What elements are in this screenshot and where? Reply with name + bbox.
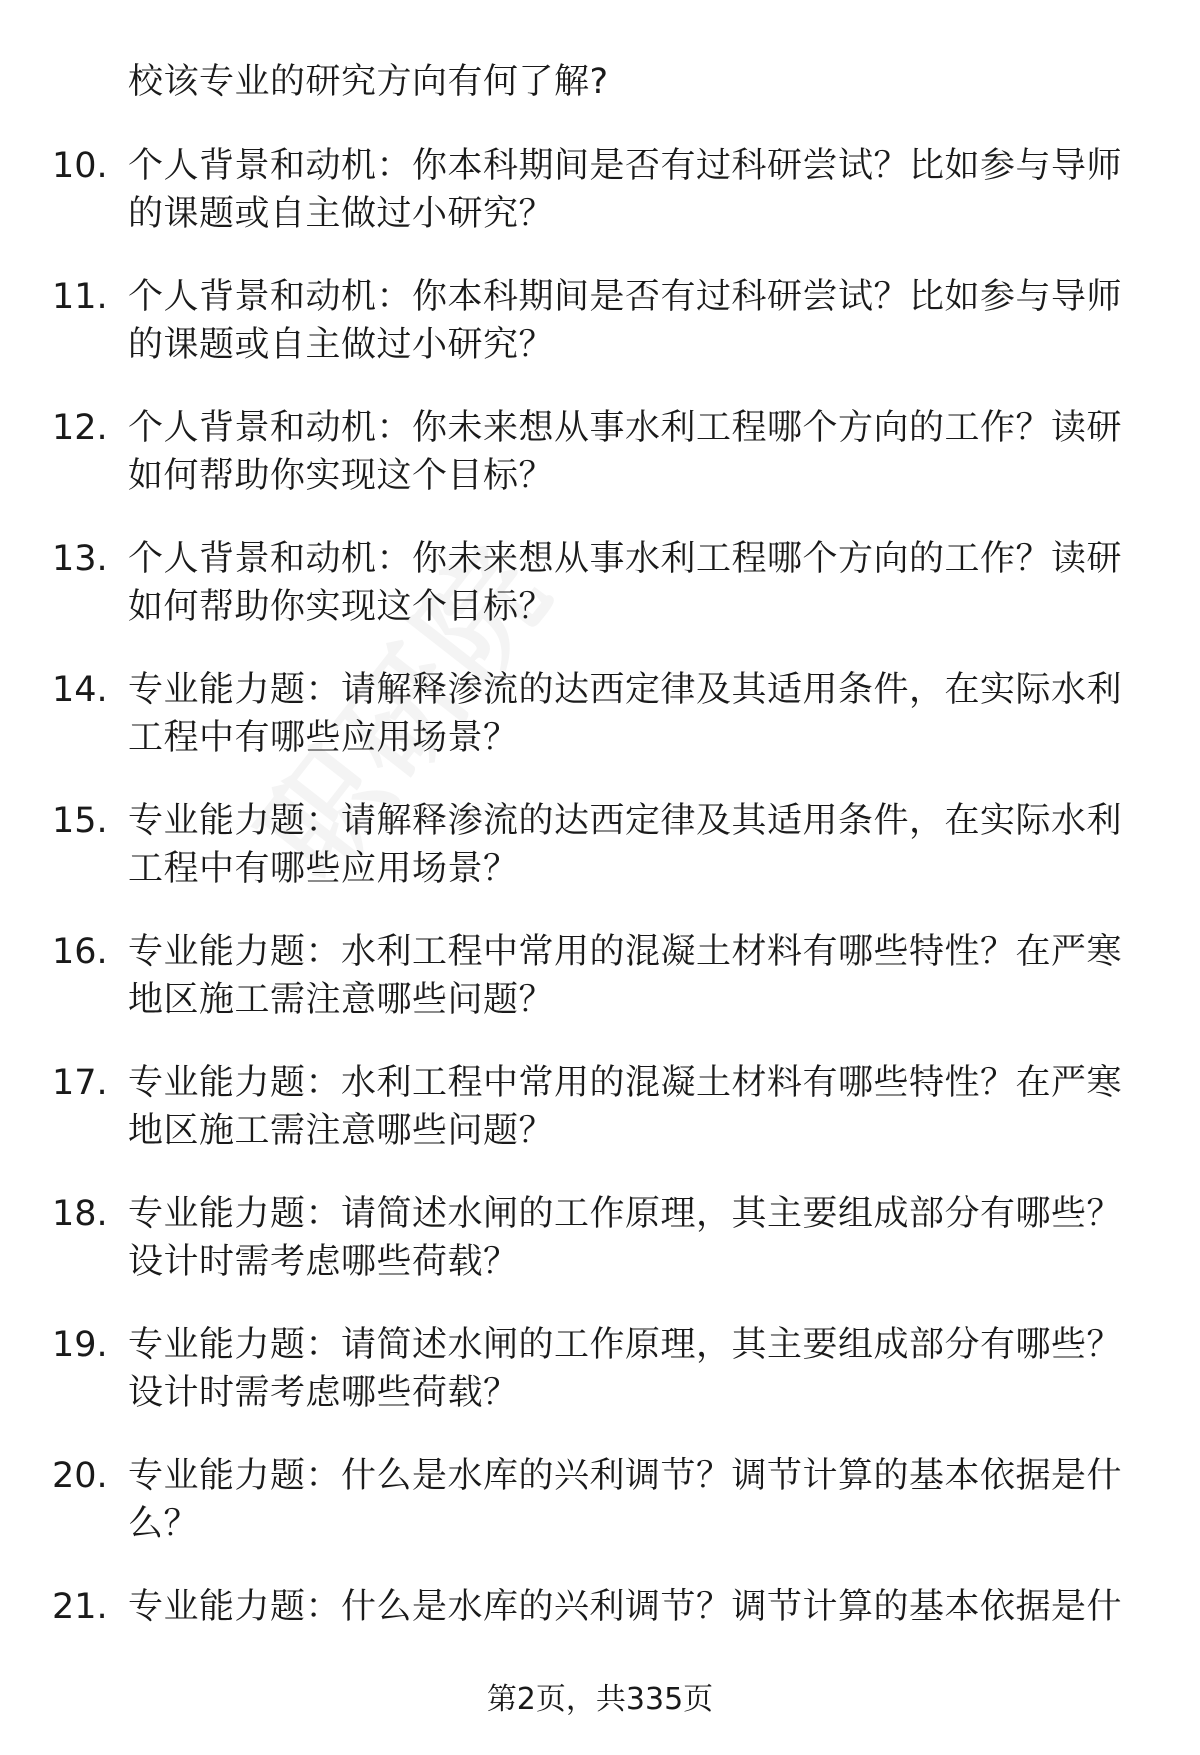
question-number: 10. [52,146,108,186]
question-text: 专业能力题：什么是水库的兴利调节？调节计算的基本依据是什么？ [128,1456,1123,1544]
question-number: 19. [52,1325,108,1365]
question-text: 个人背景和动机：你未来想从事水利工程哪个方向的工作？读研如何帮助你实现这个目标？ [128,408,1123,496]
continued-question-text: 校该专业的研究方向有何了解? [128,62,609,102]
question-text: 专业能力题：水利工程中常用的混凝土材料有哪些特性？在严寒地区施工需注意哪些问题？ [128,932,1123,1020]
question-item [0,666,1200,797]
question-item [0,1321,1200,1452]
question-number: 15. [52,801,108,841]
question-number: 13. [52,539,108,579]
question-number: 12. [52,408,108,448]
question-list [0,142,1200,1714]
question-text: 专业能力题：什么是水库的兴利调节？调节计算的基本依据是什 [128,1587,1123,1627]
page-footer: 第2页，共335页 [486,1682,714,1717]
question-text: 专业能力题：水利工程中常用的混凝土材料有哪些特性？在严寒地区施工需注意哪些问题？ [128,1063,1123,1151]
question-item [0,404,1200,535]
question-number: 21. [52,1587,108,1627]
question-text: 个人背景和动机：你本科期间是否有过科研尝试？比如参与导师的课题或自主做过小研究？ [128,146,1123,234]
question-number: 18. [52,1194,108,1234]
question-number: 14. [52,670,108,710]
question-text: 专业能力题：请解释渗流的达西定律及其适用条件，在实际水利工程中有哪些应用场景？ [128,670,1123,758]
question-text: 个人背景和动机：你本科期间是否有过科研尝试？比如参与导师的课题或自主做过小研究？ [128,277,1123,365]
question-number: 20. [52,1456,108,1496]
question-item [0,797,1200,928]
question-item [0,273,1200,404]
question-number: 16. [52,932,108,972]
question-item [0,142,1200,273]
question-number: 17. [52,1063,108,1103]
question-text: 专业能力题：请简述水闸的工作原理，其主要组成部分有哪些？设计时需考虑哪些荷载？ [128,1325,1123,1413]
question-item [0,1452,1200,1583]
question-text: 专业能力题：请简述水闸的工作原理，其主要组成部分有哪些？设计时需考虑哪些荷载？ [128,1194,1123,1282]
question-item [0,1059,1200,1190]
question-item [0,535,1200,666]
question-item [0,928,1200,1059]
question-text: 专业能力题：请解释渗流的达西定律及其适用条件，在实际水利工程中有哪些应用场景？ [128,801,1123,889]
question-text: 个人背景和动机：你未来想从事水利工程哪个方向的工作？读研如何帮助你实现这个目标？ [128,539,1123,627]
question-number: 11. [52,277,108,317]
question-item [0,1190,1200,1321]
